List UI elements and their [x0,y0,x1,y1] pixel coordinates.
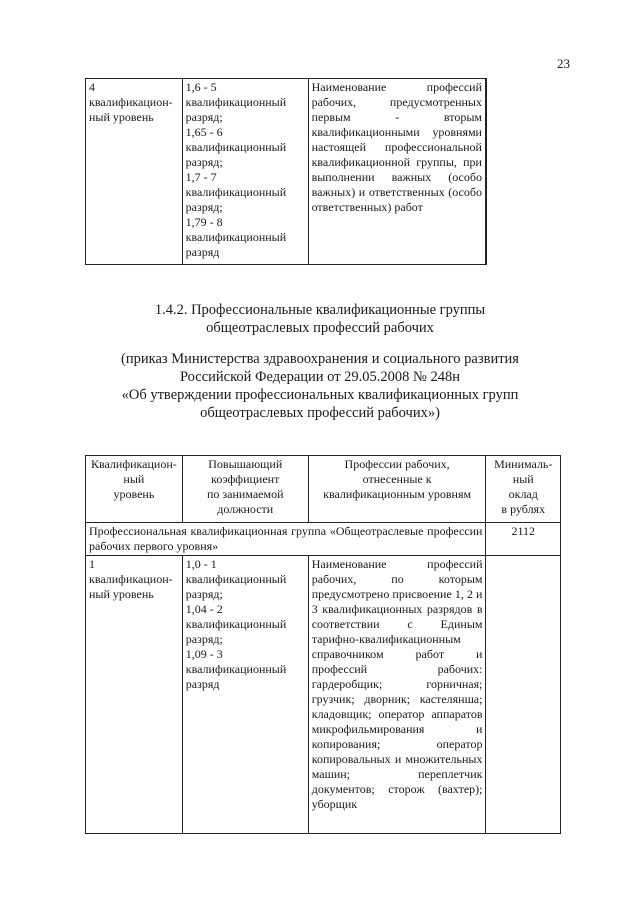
coefficient-line: 1,79 - 8 [185,215,223,229]
header-level [86,456,183,523]
top-qualification-table [85,78,487,265]
source-line: «Об утверждении профессиональных квалификационных групп [121,387,519,403]
header-text: уровень [113,487,155,501]
salary-cell [486,556,561,834]
professions-cell: Наименование профессий рабочих, по которым предусмотрено присвоение 1, 2 и 3 квалификационных разрядов в соответствии с Единым тарифно-квалификационным справочником работ и профессий рабочих: гардеробщик; горничная; грузчик; дворник; кастелянша; кладовщик; оператор аппаратов микрофильмирования и копирования; оператор копировальных и множительных машин; переплетчик документов; сторож (вахтер); уборщик [308,556,486,834]
source-line: (приказ Министерства здравоохранения и социального развития [121,351,519,367]
group-name: Профессиональная квалификационная группа «Общеотраслевые профессии рабочих первого уровня» [86,523,486,556]
coefficient-line: разряд [185,245,220,259]
level-cell [86,79,183,265]
level-number: 1 [89,557,95,571]
level-text: ный уровень [89,110,154,124]
coefficient-line: 1,09 - 3 [185,647,223,661]
coefficient-line: 1,04 - 2 [185,602,223,616]
coefficient-line: 1,65 - 6 [185,125,223,139]
qualification-groups-table [85,455,561,834]
section-title-line: 1.4.2. Профессиональные квалификационные группы [154,302,486,318]
professions-cell: Наименование профессий рабочих, предусмотренных первым - вторым квалификационными уровнями настоящей профессиональной квалификационной группы, при выполнении важных (особо важных) и ответственных (особо ответственных) работ [308,79,485,265]
header-text: по занимаемой [206,487,284,501]
header-text: Повышающий [208,457,283,471]
coefficient-line: разряд; [185,200,223,214]
table-row [86,556,561,834]
header-text: Минималь- [494,457,553,471]
header-coefficient [182,456,308,523]
header-text: ный [512,472,534,486]
section-source [70,350,570,422]
header-text: квалификационным уровням [323,487,472,501]
group-salary: 2112 [486,523,561,556]
header-text: ный [123,472,145,486]
salary-cell [485,79,486,265]
coefficient-line: разряд; [185,110,223,124]
coefficient-line: квалификационный [185,617,287,631]
coefficient-cell [182,556,308,834]
header-text: в рублях [501,502,546,516]
level-text: квалификацион- [89,95,173,109]
coefficient-line: квалификационный [185,185,287,199]
header-professions [308,456,486,523]
coefficient-line: разряд; [185,587,223,601]
group-row [86,523,561,556]
header-text: Профессии рабочих, [344,457,450,471]
header-text: оклад [508,487,538,501]
page-number: 23 [557,56,570,71]
table-row [86,79,487,265]
coefficient-line: 1,6 - 5 [185,80,217,94]
coefficient-line: квалификационный [185,140,287,154]
coefficient-line: 1,7 - 7 [185,170,217,184]
coefficient-line: разряд; [185,632,223,646]
header-text: должности [217,502,274,516]
coefficient-line: 1,0 - 1 [185,557,217,571]
coefficient-line: квалификационный [185,572,287,586]
level-cell [86,556,183,834]
level-text: квалификацион- [89,572,173,586]
header-text: коэффициент [211,472,280,486]
level-number: 4 [89,80,95,94]
header-salary [486,456,561,523]
header-text: Квалификацион- [90,457,177,471]
coefficient-line: разряд [185,677,220,691]
section-title-line: общеотраслевых профессий рабочих [206,320,434,336]
coefficient-cell [182,79,308,265]
source-line: общеотраслевых профессий рабочих») [200,405,440,421]
header-text: отнесенные к [362,472,432,486]
table-header-row [86,456,561,523]
level-text: ный уровень [89,587,154,601]
coefficient-line: квалификационный [185,95,287,109]
coefficient-line: разряд; [185,155,223,169]
source-line: Российской Федерации от 29.05.2008 № 248н [179,369,461,385]
coefficient-line: квалификационный [185,662,287,676]
coefficient-line: квалификационный [185,230,287,244]
section-title [70,301,570,337]
